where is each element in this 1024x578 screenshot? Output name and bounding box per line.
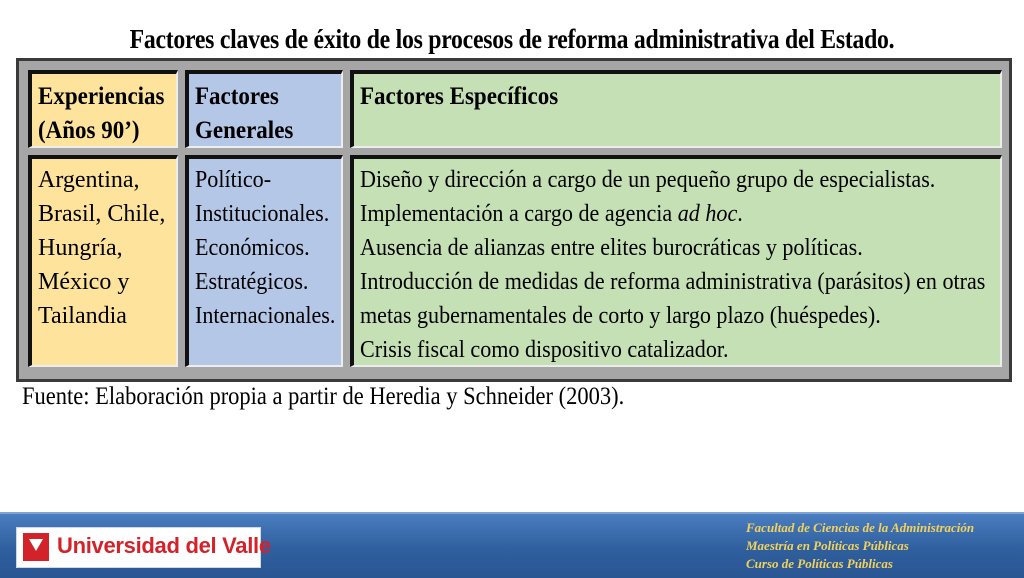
specific-factor: Crisis fiscal como dispositivo catalizador. bbox=[360, 337, 729, 363]
cell-experiencias bbox=[28, 155, 178, 367]
university-logo bbox=[16, 527, 271, 568]
general-factor: Político- bbox=[195, 167, 272, 193]
country-line: Tailandia bbox=[38, 303, 127, 329]
source-note: Fuente: Elaboración propia a partir de Heredia y Schneider (2003). bbox=[22, 383, 625, 410]
country-line: Argentina, bbox=[38, 167, 140, 193]
footer-course: Curso de Políticas Públicas bbox=[746, 556, 893, 571]
specific-factor bbox=[360, 197, 943, 231]
slide-title: Factores claves de éxito de los procesos de reforma administrativa del Estado. bbox=[129, 24, 895, 54]
footer-faculty: Facultad de Ciencias de la Administración bbox=[746, 520, 975, 535]
country-line: Brasil, Chile, bbox=[38, 201, 166, 227]
general-factor: Estratégicos. bbox=[195, 269, 309, 295]
header-experiencias bbox=[28, 70, 178, 148]
footer-program: Maestría en Políticas Públicas bbox=[746, 538, 909, 553]
general-factor: Económicos. bbox=[195, 235, 310, 261]
specific-factor: Diseño y dirección a cargo de un pequeño grupo de especialistas. bbox=[360, 167, 936, 193]
specific-factor: Ausencia de alianzas entre elites burocráticas y políticas. bbox=[360, 235, 863, 261]
specific-factor-period: . bbox=[737, 201, 743, 227]
header-factores-generales bbox=[185, 70, 343, 148]
ad-hoc-emphasis: ad hoc bbox=[677, 201, 738, 227]
header-generales-line1: Factores bbox=[195, 83, 279, 110]
general-factor: Institucionales. bbox=[195, 201, 330, 227]
header-especificos-line1: Factores Específicos bbox=[360, 83, 559, 110]
specific-factor: Introducción de medidas de reforma administrativa (parásitos) en otras bbox=[360, 269, 986, 295]
header-experiencias-line2: (Años 90’) bbox=[38, 117, 140, 144]
header-factores-especificos bbox=[350, 70, 1002, 148]
specific-factor-text: Implementación a cargo de agencia bbox=[360, 201, 678, 227]
cell-factores-generales bbox=[185, 155, 343, 367]
country-line: Hungría, bbox=[38, 235, 123, 261]
general-factor: Internacionales. bbox=[195, 303, 336, 329]
specific-factor: metas gubernamentales de corto y largo plazo (huéspedes). bbox=[360, 303, 881, 329]
footer-info bbox=[746, 519, 974, 573]
cell-factores-especificos bbox=[350, 155, 1002, 367]
country-line: México y bbox=[38, 269, 130, 295]
header-generales-line2: Generales bbox=[195, 117, 294, 144]
logo-text: Universidad del Valle bbox=[57, 533, 271, 558]
univalle-shield-icon bbox=[23, 533, 49, 561]
header-experiencias-line1: Experiencias bbox=[38, 83, 165, 110]
